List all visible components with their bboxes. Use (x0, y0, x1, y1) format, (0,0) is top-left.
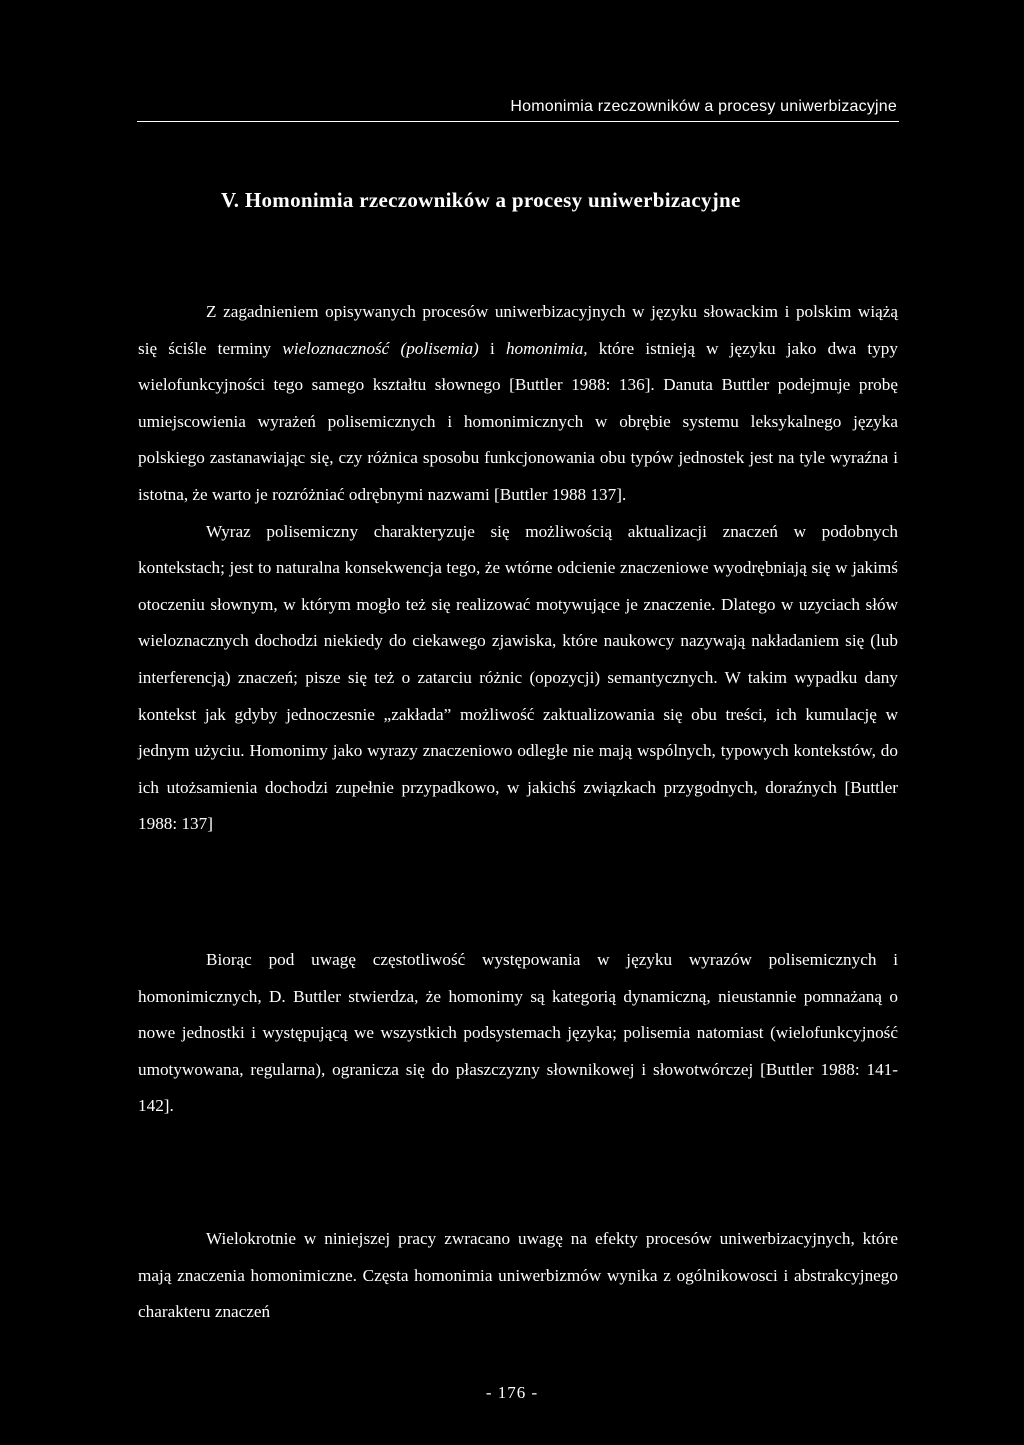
paragraph-1-text-a: Z zagadnieniem opisywanych procesów uniwerbizacyjnych w języku słowackim i polskim wiążą się ściśle terminy (138, 302, 898, 358)
paragraph-1-text-b: i (478, 338, 506, 358)
text-block-3 (138, 1221, 898, 1331)
paragraph-3: Biorąc pod uwagę częstotliwość występowania w języku wyrazów polisemicznych i homonimicznych, D. Buttler stwierdza, że homonimy są kategorią dynamiczną, nieustannie pomnażaną o nowe jednostki i występującą we wszystkich podsystemach języka; polisemia natomiast (wielofunkcyjność umotywowana, regularna), ogranicza się do płaszczyzny słownikowej i słowotwórczej [Buttler 1988: 141-142]. (138, 950, 898, 1116)
page-number: - 176 - (485, 1383, 539, 1402)
chapter-title: V. Homonimia rzeczowników a procesy uniwerbizacyjne (221, 188, 741, 212)
text-block-2 (138, 942, 898, 1125)
header-rule (137, 121, 899, 122)
running-header: Homonimia rzeczowników a procesy uniwerbizacyjne (510, 98, 897, 115)
paragraph-2: Wyraz polisemiczny charakteryzuje się możliwością aktualizacji znaczeń w podobnych kontekstach; jest to naturalna konsekwencja tego, że wtórne odcienie znaczeniowe wyodrębniają się w jakimś otoczeniu słownym, w którym mogło też się realizować motywujące je znaczenie. Dlatego w uzyciach słów wieloznacznych dochodzi niekiedy do ciekawego zjawiska, które naukowcy nazywają nakładaniem się (lub interferencją) znaczeń; pisze się też o zatarciu różnic (opozycji) semantycznych. W takim wypadku dany kontekst jak gdyby jednoczesnie „zakłada” możliwość zaktualizowania się obu treści, ich kumulację w jednym użyciu. Homonimy jako wyrazy znaczeniowo odległe nie mają wspólnych, typowych kontekstów, do ich utożsamienia dochodzi zupełnie przypadkowo, w jakichś związkach przygodnych, doraźnych [Buttler 1988: 137] (138, 521, 898, 834)
text-block-1 (138, 294, 898, 843)
term-homonimia: homonimia, (505, 338, 588, 358)
paragraph-4: Wielokrotnie w niniejszej pracy zwracano uwagę na efekty procesów uniwerbizacyjnych, które mają znaczenia homonimiczne. Częsta homonimia uniwerbizmów wynika z ogólnikowosci i abstrakcyjnego charakteru znaczeń (138, 1229, 898, 1322)
term-wieloznacznosc: wieloznaczność (polisemia) (282, 338, 479, 358)
paragraph-1 (138, 294, 898, 514)
paragraph-1-text-c: które istnieją w języku jako dwa typy wielofunkcyjności tego samego kształtu słownego [Buttler 1988: 136]. Danuta Buttler podejmuje probę umiejscowienia wyrażeń polisemicznych i homonimicznych w obrębie systemu leksykalnego języka polskiego zastanawiając się, czy różnica sposobu funkcjonowania obu typów jednostek jest na tyle wyraźna i istotna, że warto je rozróżniać odrębnymi nazwami [Buttler 1988 137]. (138, 338, 898, 504)
